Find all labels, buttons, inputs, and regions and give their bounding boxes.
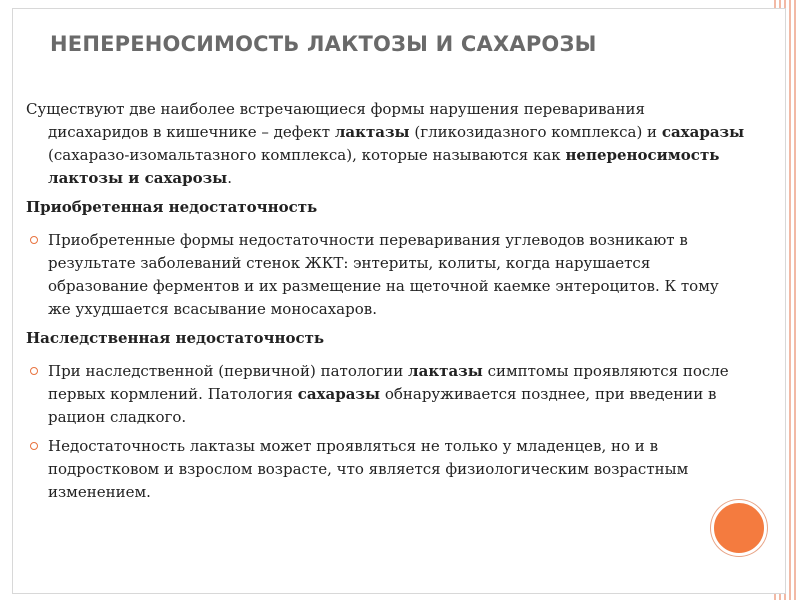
acquired-heading: Приобретенная недостаточность	[26, 198, 318, 216]
bullet-text: При наследственной (первичной) патологии	[48, 362, 409, 380]
intro-text: (сахаразо-изомальтазного комплекса), которые называются как	[48, 146, 566, 164]
right-stripe	[789, 0, 791, 600]
bullet-bold-sucrase: сахаразы	[297, 385, 381, 403]
decorative-circle	[711, 500, 767, 556]
hereditary-bullet	[26, 360, 746, 429]
right-stripe	[794, 0, 796, 600]
intro-text: (гликозидазного комплекса) и	[409, 123, 662, 141]
bullet-bold-lactase: лактазы	[408, 362, 483, 380]
acquired-bullet: Приобретенные формы недостаточности переваривания углеводов возникают в результате заболеваний стенок ЖКТ: энтериты, колиты, когда нарушается образование ферментов и их размещение на щеточной каемке энтероцитов. К тому же ухудшается всасывание моносахаров.	[26, 229, 746, 321]
slide-content	[26, 98, 746, 510]
bullet-text: обнаруживается позднее, при введении в рацион сладкого.	[48, 385, 717, 426]
hereditary-heading: Наследственная недостаточность	[26, 329, 325, 347]
bullet-text: симптомы проявляются после первых кормлений. Патология	[48, 362, 729, 403]
age-bullet: Недостаточность лактазы может проявляться не только у младенцев, но и в подростковом и взрослом возрасте, что является физиологическим возрастным изменением.	[26, 435, 746, 504]
intro-text: .	[227, 169, 233, 187]
intro-bold-sucrase: сахаразы	[661, 123, 745, 141]
slide-title: НЕПЕРЕНОСИМОСТЬ ЛАКТОЗЫ И САХАРОЗЫ	[50, 32, 597, 56]
intro-bold-lactase: лактазы	[334, 123, 410, 141]
intro-text: Существуют две наиболее встречающиеся формы нарушения переваривания дисахаридов в кишечнике – дефект	[26, 100, 645, 141]
intro-bold-intolerance: непереносимость лактозы и сахарозы	[48, 146, 720, 187]
intro-paragraph	[26, 98, 746, 190]
